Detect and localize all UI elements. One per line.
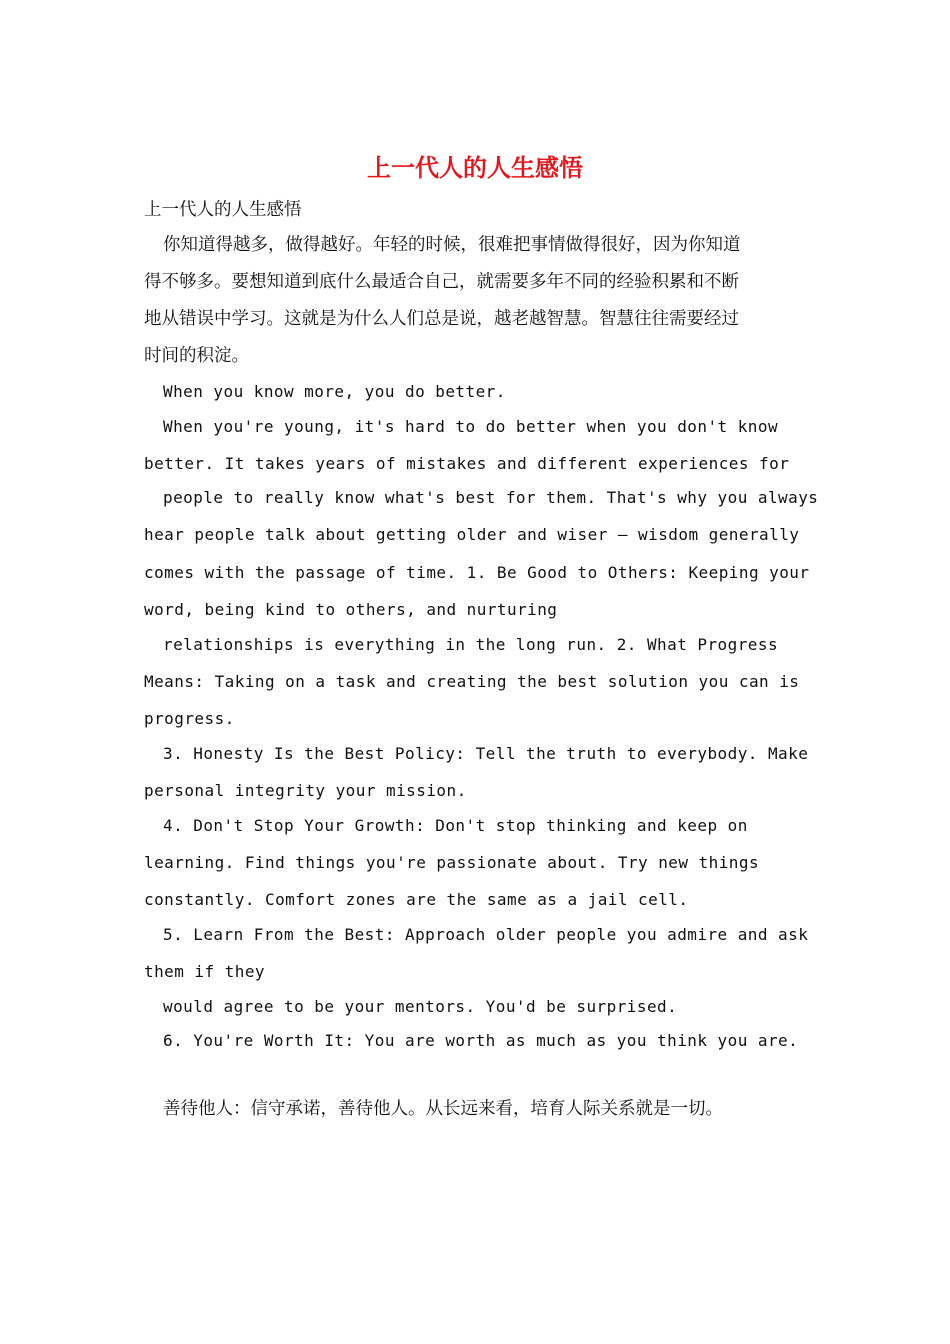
- paragraph-line: progress.: [144, 709, 235, 728]
- paragraph-line: personal integrity your mission.: [144, 781, 467, 800]
- paragraph-line: people to really know what's best for them. That's why you always: [163, 488, 819, 507]
- paragraph-line: comes with the passage of time. 1. Be Good to Others: Keeping your: [144, 563, 810, 582]
- paragraph-line: hear people talk about getting older and wiser — wisdom generally: [144, 525, 800, 544]
- paragraph-line: 善待他人：信守承诺，善待他人。从长远来看，培育人际关系就是一切。: [163, 1099, 723, 1119]
- paragraph-line: Means: Taking on a task and creating the best solution you can is: [144, 672, 800, 691]
- paragraph-line: 时间的积淀。: [144, 346, 249, 366]
- paragraph-line: word, being kind to others, and nurturing: [144, 600, 558, 619]
- paragraph-line: When you're young, it's hard to do better when you don't know: [163, 417, 779, 436]
- paragraph-line: relationships is everything in the long run. 2. What Progress: [163, 635, 779, 654]
- paragraph-line: 4. Don't Stop Your Growth: Don't stop thinking and keep on: [163, 816, 748, 835]
- document-title: 上一代人的人生感悟: [367, 153, 583, 182]
- paragraph-line: 你知道得越多，做得越好。年轻的时候，很难把事情做得很好，因为你知道: [163, 235, 741, 255]
- paragraph-line: would agree to be your mentors. You'd be surprised.: [163, 997, 678, 1016]
- paragraph-line: 3. Honesty Is the Best Policy: Tell the truth to everybody. Make: [163, 744, 809, 763]
- document-subtitle: 上一代人的人生感悟: [144, 200, 302, 220]
- paragraph-line: 6. You're Worth It: You are worth as much as you think you are.: [163, 1031, 799, 1050]
- paragraph-line: 5. Learn From the Best: Approach older people you admire and ask: [163, 925, 809, 944]
- paragraph-line: When you know more, you do better.: [163, 382, 506, 401]
- paragraph-line: them if they: [144, 962, 265, 981]
- paragraph-line: constantly. Comfort zones are the same as a jail cell.: [144, 890, 689, 909]
- paragraph-line: 地从错误中学习。这就是为什么人们总是说，越老越智慧。智慧往往需要经过: [144, 309, 739, 329]
- paragraph-line: better. It takes years of mistakes and different experiences for: [144, 454, 790, 473]
- paragraph-line: 得不够多。要想知道到底什么最适合自己，就需要多年不同的经验积累和不断: [144, 272, 739, 292]
- paragraph-line: learning. Find things you're passionate about. Try new things: [144, 853, 760, 872]
